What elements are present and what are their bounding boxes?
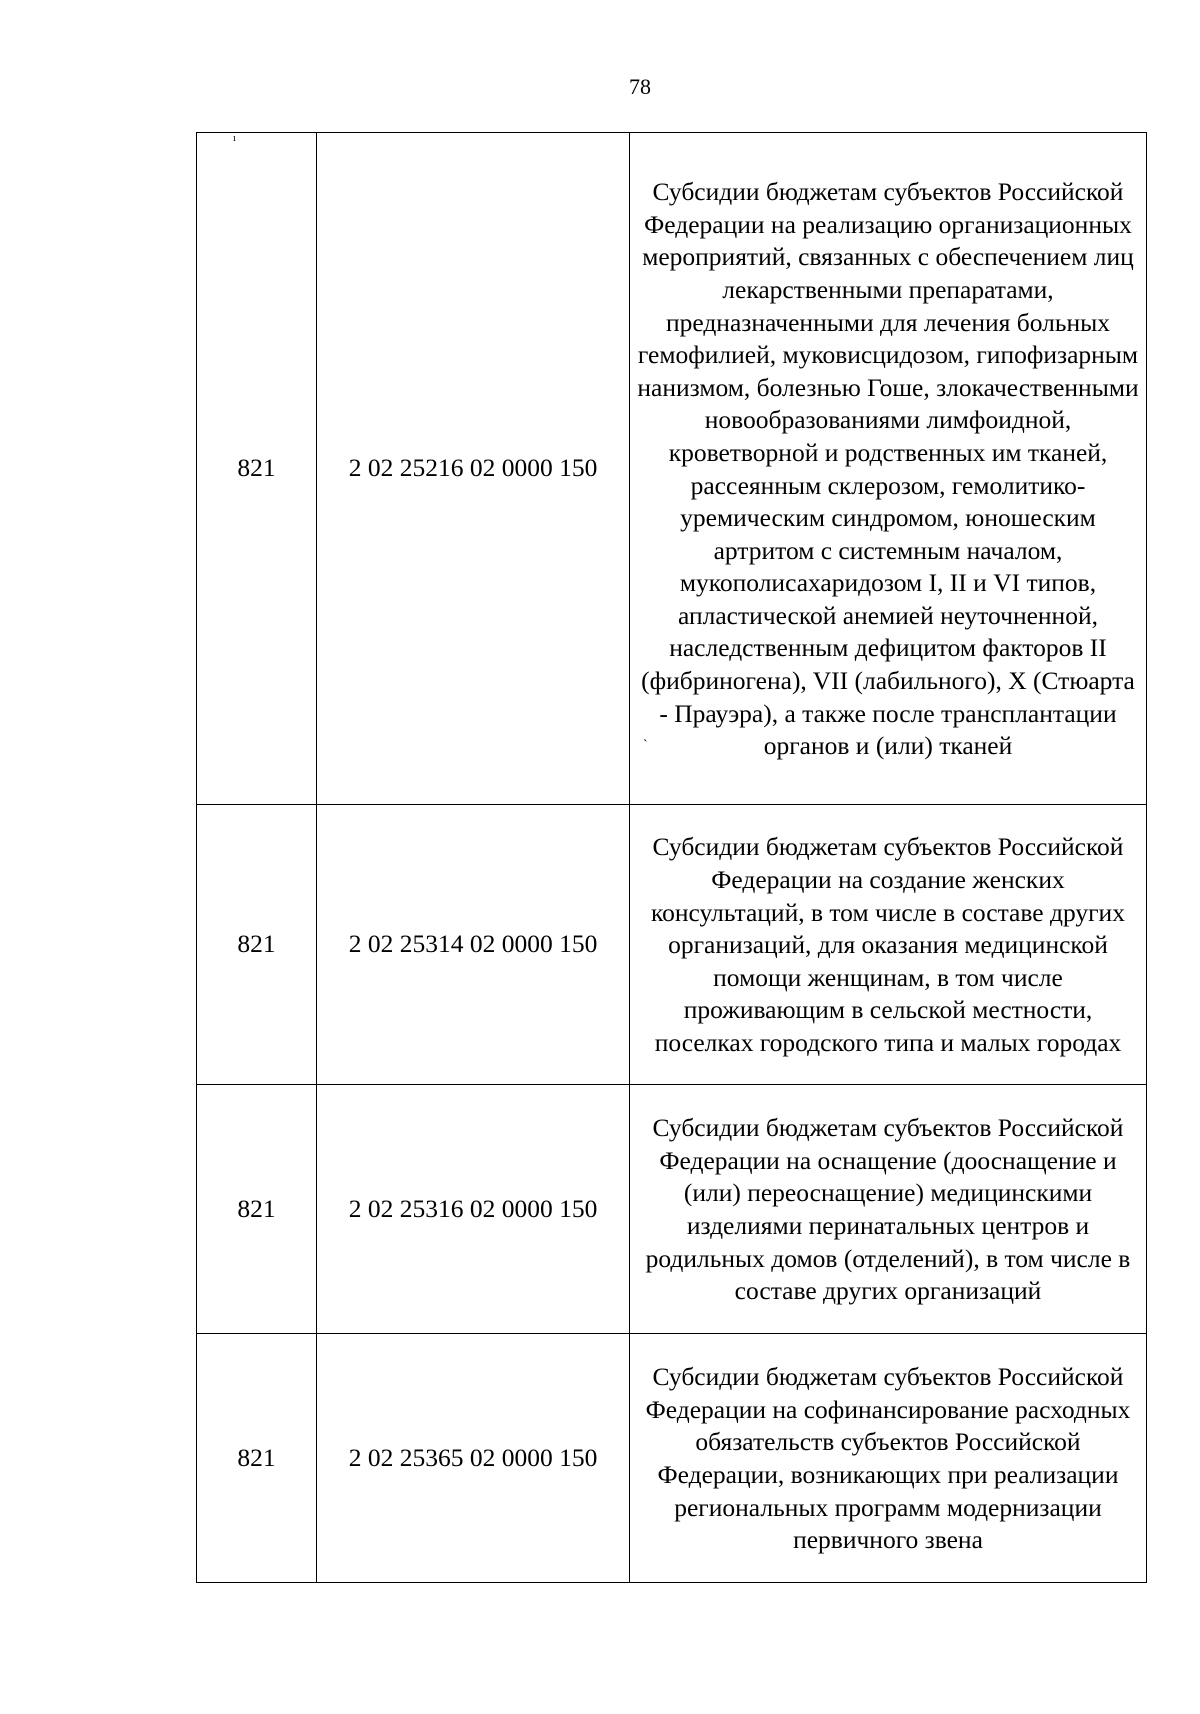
budget-code-cell: 2 02 25316 02 0000 150 [317,1085,630,1334]
budget-codes-table [196,132,1147,1583]
admin-code-cell: 821 [197,805,317,1085]
description-text: Субсидии бюджетам субъектов Российской Федерации на оснащение (дооснащение и (или) переоснащение) медицинскими изделиями перинатальных центров и родильных домов (отделений), в том числе в составе других организаций [645,1113,1131,1306]
table-row [197,805,1147,1085]
budget-code-cell: 2 02 25365 02 0000 150 [317,1334,630,1583]
page-number: 78 [629,74,651,99]
scan-artifact-mark: ı [233,133,236,144]
description-text: Субсидии бюджетам субъектов Российской Федерации на создание женских консультаций, в том числе в составе других организаций, для оказания медицинской помощи женщинам, в том числе проживающим в сельской местности, поселках городского типа и малых городах [651,832,1125,1057]
table-row [197,1085,1147,1334]
budget-code-cell: 2 02 25314 02 0000 150 [317,805,630,1085]
table-row [197,133,1147,805]
table-row [197,1334,1147,1583]
description-cell [630,805,1147,1085]
description-cell [630,1334,1147,1583]
description-text: Субсидии бюджетам субъектов Российской Федерации на реализацию организационных мероприятий, связанных с обеспечением лиц лекарственными препаратами, предназначенными для лечения больных гемофилией, муковисцидозом, гипофизарным нанизмом, болезнью Гоше, злокачественными новообразованиями лимфоидной, кроветворной и родственных им тканей, рассеянным склерозом, гемолитико-уремическим синдромом, юношеским артритом с системным началом, мукополисахаридозом I, II и VI типов, апластической анемией неуточненной, наследственным дефицитом факторов II (фибриногена), VII (лабильного), X (Стюарта - Прауэра), а также после трансплантации органов и (или) тканей [637,177,1139,761]
description-cell [630,1085,1147,1334]
scan-artifact-tick: ` [643,738,648,753]
description-cell [630,133,1147,805]
description-text: Субсидии бюджетам субъектов Российской Федерации на софинансирование расходных обязательств субъектов Российской Федерации, возникающих при реализации региональных программ модернизации первичного звена [645,1362,1131,1555]
admin-code-cell: 821 [197,133,317,805]
admin-code-cell: 821 [197,1085,317,1334]
admin-code-cell: 821 [197,1334,317,1583]
budget-code-cell: 2 02 25216 02 0000 150 [317,133,630,805]
